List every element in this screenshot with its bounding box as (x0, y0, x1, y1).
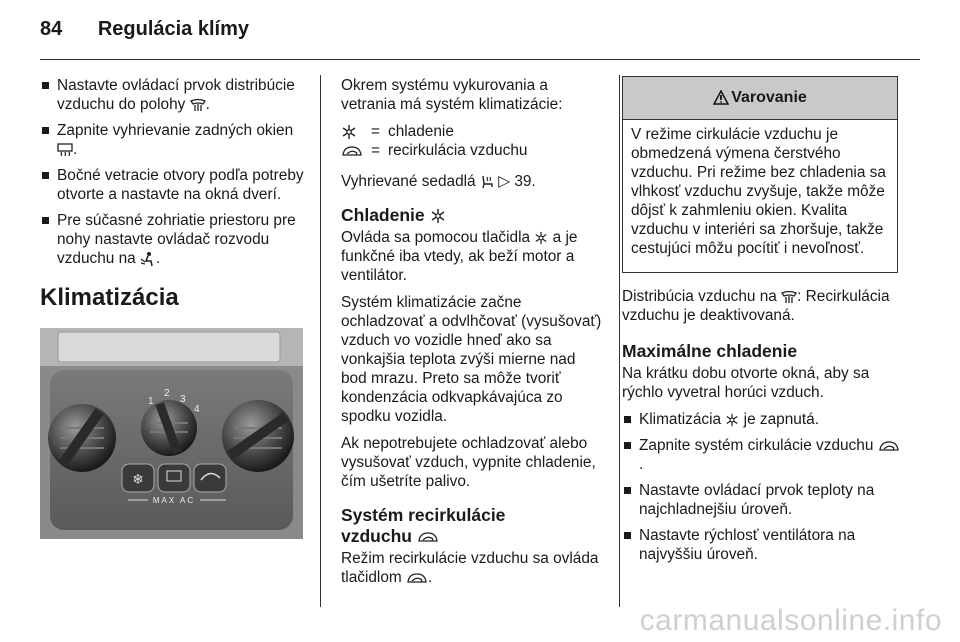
list-item: Pre súčasné zohriatie priestoru pre nohy nastavte ovládač rozvodu vzduchu na . (40, 211, 310, 268)
right-column (622, 287, 902, 571)
header-divider (40, 59, 920, 60)
recirculation-icon (341, 144, 363, 158)
temperature-dial (48, 404, 116, 472)
ac-snowflake-icon (430, 208, 446, 224)
list-item: Nastavte rýchlosť ventilátora na najvyššiu úroveň. (622, 526, 902, 564)
page-title: Regulácia klímy (97, 18, 249, 40)
windshield-defrost-icon (190, 98, 206, 112)
table-row: = chladenie (341, 122, 535, 141)
definition-table (341, 122, 535, 160)
recirculation-icon (406, 571, 428, 585)
max-cooling-intro: Na krátku dobu otvorte okná, aby sa rýchlo vyvetral horúci vzduch. (622, 365, 870, 401)
air-distribution-dial (222, 400, 294, 472)
dial-number: 2 (164, 388, 170, 399)
windshield-defrost-icon (781, 290, 797, 304)
right-bullet-list (622, 410, 902, 564)
left-column (40, 76, 310, 326)
dial-number: 1 (148, 396, 154, 407)
ac-button (122, 464, 154, 492)
page-ref-arrow-icon: ▷ (498, 173, 511, 190)
list-item: Nastavte ovládací prvok teploty na najchladnejšiu úroveň. (622, 481, 902, 519)
column-divider-2 (619, 75, 620, 607)
column-divider-1 (320, 75, 321, 607)
distribution-text: Distribúcia vzduchu na : Recirkulácia vzduchu je deaktivovaná. (622, 288, 890, 324)
page-header (40, 18, 249, 41)
left-bullet-list (40, 76, 310, 268)
cooling-paragraph-1: Ovláda sa pomocou tlačidla a je funkčné iba vtedy, ak beží motor a ventilátor. (341, 229, 578, 284)
middle-column (341, 76, 603, 595)
warning-text: V režime cirkulácie vzduchu je obmedzená výmena čerstvého vzduchu. Pri režime bez chladenia sa vlhkosť vzduchu zvyšuje, takže môže dôjsť k zahmleniu okien. Kvalita vzduchu v interiéri sa zhoršuje, takže cestujúci môžu pocítiť i nevoľnosť. (631, 126, 886, 257)
warning-header: Varovanie (623, 77, 897, 120)
recirculation-button (194, 464, 226, 492)
svg-text:❄: ❄ (132, 472, 144, 488)
dial-number: 4 (194, 404, 200, 415)
cooling-heading: Chladenie (341, 205, 603, 226)
ac-snowflake-icon (725, 413, 739, 427)
floor-vent-icon (140, 251, 156, 267)
recirculation-heading: Systém recirkulácie vzduchu (341, 505, 506, 546)
intro-text: Okrem systému vykurovania a vetrania má systém klimatizácie: (341, 77, 563, 113)
watermark: carmanualsonline.info (639, 604, 942, 637)
max-cooling-heading: Maximálne chladenie (622, 341, 798, 361)
recirculation-icon (417, 530, 439, 544)
heated-seat-icon (480, 175, 494, 189)
cooling-paragraph-2: Systém klimatizácie začne ochladzovať a odvlhčovať (vysušovať) vzduch vo vozidle hneď ako sa vonkajšia teplota zvýši mierne nad bod mrazu. Preto sa môže tvoriť kondenzácia odkvapkávajúca zo spodku vozidla. (341, 294, 602, 425)
list-item: Nastavte ovládací prvok distribúcie vzduchu do polohy . (40, 76, 310, 114)
list-item: Klimatizácia je zapnutá. (622, 410, 902, 429)
cooling-paragraph-3: Ak nepotrebujete ochladzovať alebo vysušovať vzduch, vypnite chladenie, čím ušetríte palivo. (341, 435, 596, 490)
table-row: = recirkulácia vzduchu (341, 141, 535, 160)
list-item: Zapnite systém cirkulácie vzduchu . (622, 436, 902, 474)
page-number: 84 (40, 18, 63, 40)
warning-triangle-icon (713, 90, 729, 106)
list-item: Zapnite vyhrievanie zadných okien . (40, 121, 310, 159)
climate-control-panel-image (40, 328, 303, 539)
rear-window-heating-icon (57, 143, 73, 157)
warning-box (622, 76, 898, 273)
dial-number: 3 (180, 394, 186, 405)
seat-reference: Vyhrievané sedadlá ▷ 39. (341, 173, 536, 190)
list-item: Bočné vetracie otvory podľa potreby otvorte a nastavte na okná dverí. (40, 166, 310, 204)
max-ac-label: MAX AC (152, 496, 196, 505)
fan-speed-dial (141, 400, 197, 456)
recirculation-icon (878, 439, 900, 453)
section-title-klimatizacia: Klimatizácia (40, 284, 179, 311)
ac-snowflake-icon (534, 231, 548, 245)
ac-snowflake-icon (341, 124, 357, 140)
recirculation-paragraph: Režim recirkulácie vzduchu sa ovláda tlačidlom . (341, 550, 599, 586)
rear-defrost-button (158, 464, 190, 492)
